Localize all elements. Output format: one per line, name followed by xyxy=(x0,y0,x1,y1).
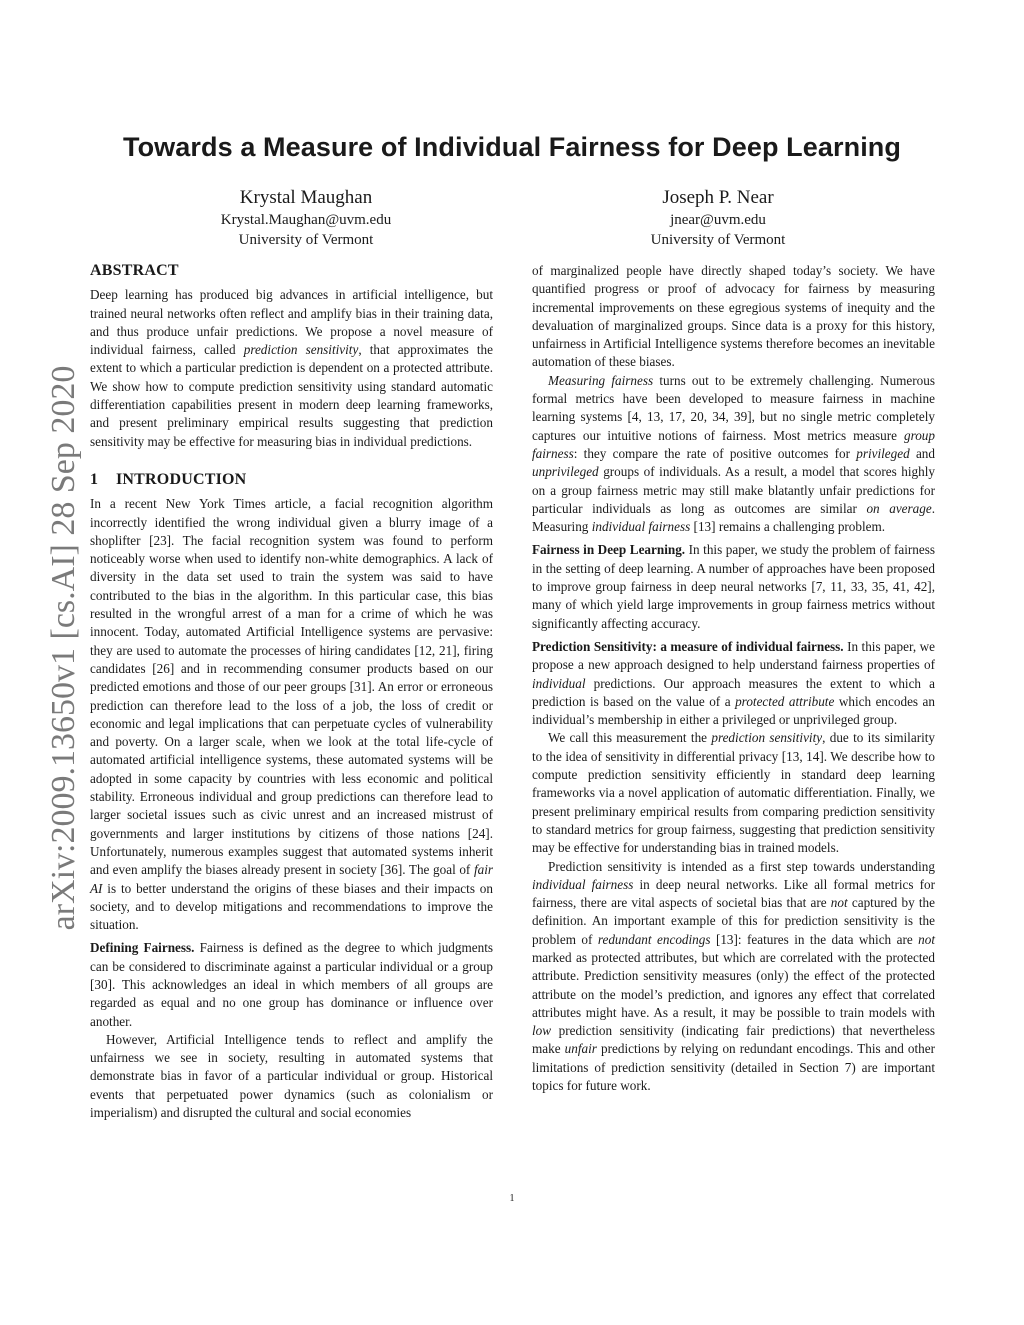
author-block-2 xyxy=(558,186,878,250)
author-name: Krystal Maughan xyxy=(239,187,373,208)
author-block-1 xyxy=(146,186,466,250)
paragraph-heading: Defining Fairness. xyxy=(90,940,195,956)
author-affiliation: University of Vermont xyxy=(238,232,374,248)
fairness-deep-learning-paragraph: Fairness in Deep Learning. In this paper, we study the problem of fairness in the setting of deep learning. A number of approaches have been proposed to improve group fairness in deep neural networks [7, 11, 33, 35, 41, 42], many of which yield large improvements in group fairness metrics without significantly affecting accuracy. xyxy=(532,542,936,631)
paper-title: Towards a Measure of Individual Fairness for Deep Learning xyxy=(123,132,901,162)
left-column xyxy=(90,262,493,1122)
measurement-paragraph: We call this measurement the prediction sensitivity, due to its similarity to the idea of sensitivity in differential privacy [13, 14]. We describe how to compute prediction sensitivity efficiently in standard deep learning frameworks via a novel application of automatic differentiation. Finally, we present preliminary empirical results from comparing prediction sensitivity to standard metrics for group fairness, suggesting that prediction sensitivity may be effective for understanding bias in trained models. xyxy=(532,730,936,856)
section-number: 1 xyxy=(90,470,99,488)
page-number: 1 xyxy=(509,1193,515,1204)
author-name: Joseph P. Near xyxy=(662,187,774,208)
measuring-fairness-paragraph: Measuring fairness turns out to be extremely challenging. Numerous formal metrics have been developed to measure fairness in machine learning systems [4, 13, 17, 20, 34, 39], but no single metric completely captures our intuitive notions of fairness. Most metrics measure group fairness: they compare the rate of positive outcomes for privileged and unprivileged groups of individuals. As a result, a model that scores highly on a group fairness metric may still make blatantly unfair predictions for particular individuals as long as outcomes are similar on average. Measuring individual fairness [13] remains a challenging problem. xyxy=(532,372,935,535)
prediction-sensitivity-paragraph: Prediction Sensitivity: a measure of individual fairness. In this paper, we propose a new approach designed to help understand fairness properties of individual predictions. Our approach measures the extent to which a prediction is based on the value of a protected attribute which encodes an individual’s membership in either a privileged or unprivileged group. xyxy=(532,638,936,728)
abstract-heading: ABSTRACT xyxy=(90,262,179,279)
author-email: Krystal.Maughan@uvm.edu xyxy=(220,212,392,228)
intro-paragraph-3-continued: of marginalized people have directly shaped today’s society. We have quantified progress or proof of advocacy for fairness by measuring incremental improvements on these egregious systems of inequity and the devaluation of marginalized groups. Since data is a proxy for this history, unfairness in Artificial Intelligence systems therefore becomes an inevitable automation of these biases. xyxy=(532,263,935,370)
paragraph-heading: Prediction Sensitivity: a measure of individual fairness. xyxy=(532,638,844,654)
limitations-paragraph: Prediction sensitivity is intended as a first step towards understanding individual fairness in deep neural networks. Like all formal metrics for fairness, there are vital aspects of societal bias that are not captured by the definition. An important example of this for prediction sensitivity is the problem of redundant encodings [13]: features in the data which are not marked as protected attributes, but which are correlated with the protected attribute. Prediction sensitivity measures (only) the effect of the protected attribute on the model’s prediction, and ignores any effect that correlated attributes might have. As a result, it may be possible to train models with low prediction sensitivity (indicating fair predictions) that nevertheless make unfair predictions by relying on redundant encodings. This and other limitations of prediction sensitivity (detailed in Section 7) are important topics for future work. xyxy=(532,858,936,1094)
intro-paragraph-1: In a recent New York Times article, a facial recognition algorithm incorrectly identified the wrong individual given a blurry image of a shoplifter [23]. The facial recognition system was found to perform noticeably worse when used to identify non-white demographics. A lack of diversity in the data set used to train the system was said to have contributed to the bias in the algorithm. In this particular case, this bias resulted in the wrongful arrest of a man for a crime of which he was innocent. Today, automated Artificial Intelligence systems are pervasive: they are used to automate the processes of hiring candidates [12, 21], firing candidates [26] and in recommending consumer products based on our predicted emotions and those of our peer groups [31]. An error or erroneous prediction can therefore lead to the loss of a job, the loss of credit or economic and legal implications that can perpetuate cycles of vulnerability and poverty. On a larger scale, when we look at the total life-cycle of automated artificial intelligence systems, these automated systems will be adopted in some capacity by countries with less economic and political stability. Erroneous individual and group predictions can therefore lead to larger societal issues such as civic unrest and an increased mistrust of governments and larger institutions by citizens of those nations [24]. Unfortunately, numerous examples suggest that automated systems inherit and even amplify the biases already present in society [36]. The goal of fair AI is to better understand the origins of these biases and their impacts on society, and to develop mitigations and recommendations to improve the situation. xyxy=(90,496,493,933)
introduction-heading: 1 INTRODUCTION xyxy=(90,470,247,488)
author-email: jnear@uvm.edu xyxy=(670,212,766,228)
abstract-text: Deep learning has produced big advances in artificial intelligence, but trained neural networks often reflect and amplify bias in their training data, and thus produce unfair predictions. We propose a novel measure of individual fairness, called prediction sensitivity, that approximates the extent to which a particular prediction is dependent on a protected attribute. We show how to compute prediction sensitivity using standard automatic differentiation capabilities present in modern deep learning frameworks, and present preliminary empirical results suggesting that prediction sensitivity may be effective for measuring bias in individual predictions. xyxy=(90,287,493,449)
defining-fairness-paragraph: Defining Fairness. Fairness is defined as the degree to which judgments can be considered to discriminate against a particular individual or a group [30]. This acknowledges an ideal in which members of all groups are regarded as equal and no one group has dominance or influence over another. xyxy=(90,940,493,1029)
right-column xyxy=(532,262,935,1095)
arxiv-identifier: arXiv:2009.13650v1 [cs.AI] 28 Sep 2020 xyxy=(45,365,82,931)
author-affiliation: University of Vermont xyxy=(650,232,786,248)
intro-paragraph-3: However, Artificial Intelligence tends to reflect and amplify the unfairness we see in society, resulting in automated systems that demonstrate bias in favor of a particular individual or group. Historical events that perpetuated power dynamics (such as colonialism or imperialism) and disrupted the cultural and social economies xyxy=(90,1031,493,1121)
paragraph-heading: Fairness in Deep Learning. xyxy=(532,542,686,558)
